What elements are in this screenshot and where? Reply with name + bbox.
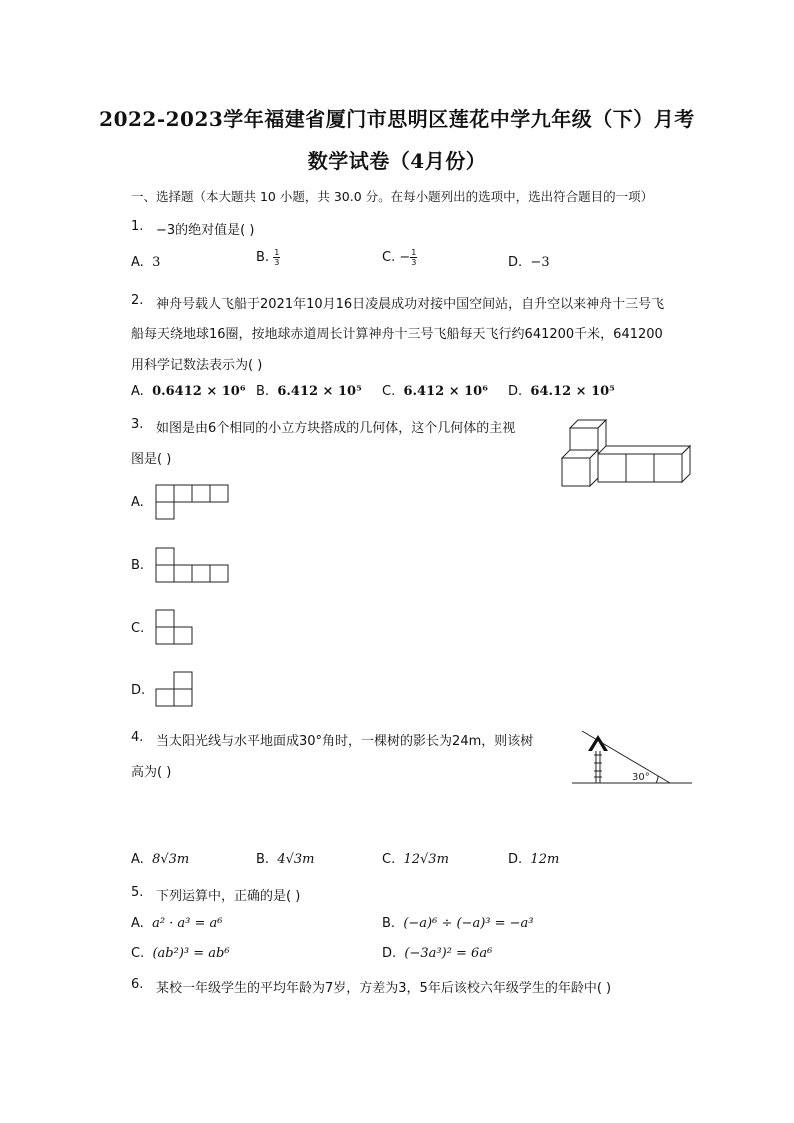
q4-option-a xyxy=(131,852,189,867)
q1-option-a-value: 3 xyxy=(152,255,161,270)
q5-option-b xyxy=(382,916,534,931)
q2-option-b xyxy=(256,384,362,399)
q3-option-c-label: C. xyxy=(131,621,145,636)
q4-tree-shadow-figure xyxy=(570,725,694,787)
q3-option-a-label: A. xyxy=(131,495,144,510)
q4-option-a-value: 8√3m xyxy=(152,852,190,867)
q1-option-b xyxy=(256,248,280,267)
q5-option-c-value: (ab²)³ = ab⁶ xyxy=(152,946,230,961)
q1-option-b-label: B. xyxy=(256,250,270,265)
q1-option-c-label: C. xyxy=(382,250,396,265)
q2-option-d-label: D. xyxy=(508,384,523,399)
question-2-stem-line1: 神舟号载人飞船于2021年10月16日凌晨成功对接中国空间站，自升空以来神舟十三号飞 xyxy=(156,297,665,312)
q1-option-d-value: −3 xyxy=(530,255,550,270)
question-3-stem-line2: 图是( ) xyxy=(131,452,172,467)
q2-option-c-label: C. xyxy=(382,384,396,399)
q5-option-b-label: B. xyxy=(382,916,396,931)
q4-option-d xyxy=(508,852,559,867)
q3-option-a-figure xyxy=(155,484,229,520)
q2-option-d-value: 64.12 × 10⁵ xyxy=(530,384,615,399)
q3-option-b-figure xyxy=(155,547,229,583)
q5-option-d-value: (−3a³)² = 6a⁶ xyxy=(404,946,493,961)
q5-option-a-value: a² · a³ = a⁶ xyxy=(152,916,223,931)
question-2-stem-line2: 船每天绕地球16圈，按地球赤道周长计算神舟十三号飞船每天飞行约641200千米，641200 xyxy=(131,327,663,342)
q5-option-a-label: A. xyxy=(131,916,144,931)
q4-option-c xyxy=(382,852,449,867)
q1-option-c xyxy=(382,248,417,267)
section-heading: 一、选择题（本大题共 10 小题，共 30.0 分。在每小题列出的选项中，选出符合题目的一项） xyxy=(131,189,654,204)
q2-option-b-value: 6.412 × 10⁵ xyxy=(277,384,362,399)
question-4-stem-line1: 当太阳光线与水平地面成30°角时，一棵树的影长为24m，则该树 xyxy=(156,734,534,749)
q1-option-d xyxy=(508,255,550,270)
q5-option-a xyxy=(131,916,223,931)
q2-option-a-label: A. xyxy=(131,384,144,399)
q1-option-a xyxy=(131,255,160,270)
q2-option-c-value: 6.412 × 10⁶ xyxy=(403,384,488,399)
question-3-stem-line1: 如图是由6个相同的小立方块搭成的几何体，这个几何体的主视 xyxy=(156,421,516,436)
paper-title-line2: 数学试卷（4月份） xyxy=(307,149,487,173)
q2-option-c xyxy=(382,384,488,399)
q1-option-d-label: D. xyxy=(508,255,523,270)
q4-option-d-value: 12m xyxy=(530,852,560,867)
q1-option-b-fraction xyxy=(273,248,280,267)
q5-option-d xyxy=(382,946,492,961)
q1-option-c-sign: − xyxy=(399,250,411,265)
paper-title-line1: 2022-2023学年福建省厦门市思明区莲花中学九年级（下）月考 xyxy=(99,107,695,131)
question-1-stem: −3的绝对值是( ) xyxy=(156,223,255,238)
question-4-number: 4. xyxy=(131,730,144,745)
q5-option-c xyxy=(131,946,230,961)
q3-option-d-label: D. xyxy=(131,683,146,698)
q2-option-d xyxy=(508,384,615,399)
question-6-stem: 某校一年级学生的平均年龄为7岁，方差为3，5年后该校六年级学生的年龄中( ) xyxy=(156,981,612,996)
q3-option-c-figure xyxy=(155,609,193,645)
q4-option-a-label: A. xyxy=(131,852,144,867)
q3-option-d-figure xyxy=(155,671,193,707)
q4-option-b-value: 4√3m xyxy=(277,852,315,867)
q4-figure-angle-label: 30° xyxy=(632,772,650,783)
q1-option-c-denominator: 3 xyxy=(411,258,417,267)
q1-option-c-numerator: 1 xyxy=(411,248,417,257)
q5-option-c-label: C. xyxy=(131,946,145,961)
question-1-number: 1. xyxy=(131,219,144,234)
q4-option-d-label: D. xyxy=(508,852,523,867)
question-6-number: 6. xyxy=(131,977,144,992)
q1-option-b-numerator: 1 xyxy=(274,248,280,257)
q2-option-b-label: B. xyxy=(256,384,270,399)
question-2-stem-line3: 用科学记数法表示为( ) xyxy=(131,358,263,373)
question-2-number: 2. xyxy=(131,293,144,308)
question-4-stem-line2: 高为( ) xyxy=(131,765,172,780)
q2-option-a-value: 0.6412 × 10⁶ xyxy=(152,384,246,399)
q2-option-a xyxy=(131,384,246,399)
question-5-number: 5. xyxy=(131,885,144,900)
q4-option-c-label: C. xyxy=(382,852,396,867)
q5-option-b-value: (−a)⁶ ÷ (−a)³ = −a³ xyxy=(403,916,534,931)
question-3-number: 3. xyxy=(131,417,144,432)
q4-option-b xyxy=(256,852,314,867)
q1-option-a-label: A. xyxy=(131,255,144,270)
q3-cube-figure xyxy=(560,418,692,488)
q1-option-b-denominator: 3 xyxy=(274,258,280,267)
question-5-stem: 下列运算中，正确的是( ) xyxy=(156,889,301,904)
q4-option-c-value: 12√3m xyxy=(403,852,449,867)
q3-option-b-label: B. xyxy=(131,558,145,573)
q5-option-d-label: D. xyxy=(382,946,397,961)
q4-option-b-label: B. xyxy=(256,852,270,867)
q1-option-c-fraction xyxy=(410,248,417,267)
